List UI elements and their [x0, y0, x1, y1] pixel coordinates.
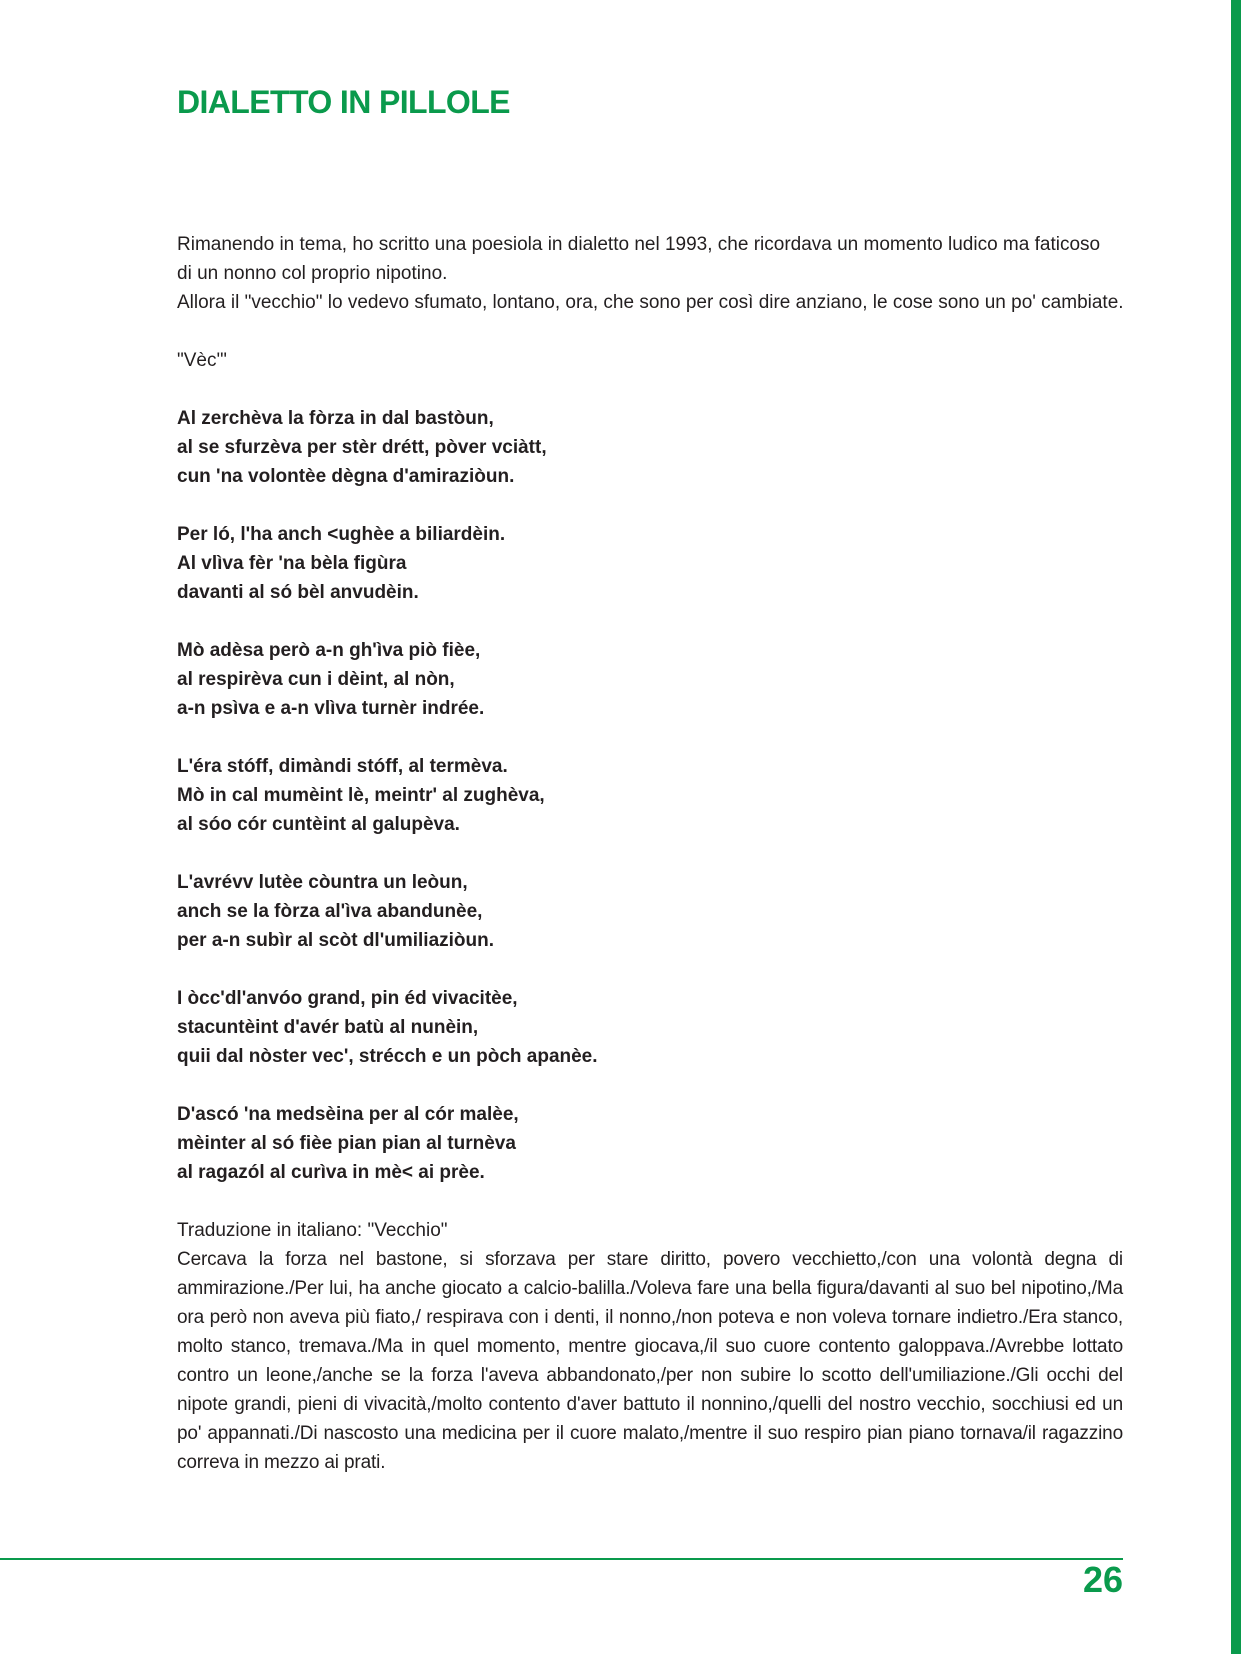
poem-line: Mò in cal mumèint lè, meintr' al zughèva,	[177, 785, 545, 806]
poem-line: quii dal nòster vec', strécch e un pòch apanèe.	[177, 1046, 598, 1067]
poem-line: D'ascó 'na medsèina per al cór malèe,	[177, 1104, 519, 1125]
poem	[177, 404, 1123, 1187]
poem-stanza	[177, 984, 1123, 1071]
poem-line: cun 'na volontèe dègna d'amiraziòun.	[177, 466, 515, 487]
page-number: 26	[1082, 1559, 1123, 1600]
intro-paragraph	[177, 230, 1123, 317]
intro-line: Allora il "vecchio" lo vedevo sfumato, lontano, ora, che sono per così dire anziano, le cose sono un po' cambiate.	[177, 292, 1124, 313]
spacer	[177, 317, 1123, 346]
poem-line: stacuntèint d'avér batù al nunèin,	[177, 1017, 479, 1038]
poem-stanza	[177, 1100, 1123, 1187]
poem-line: L'éra stóff, dimàndi stóff, al termèva.	[177, 756, 508, 777]
poem-line: Per ló, l'ha anch <ughèe a biliardèin.	[177, 524, 506, 545]
translation-text: Cercava la forza nel bastone, si sforzava per stare diritto, povero vecchietto,/con una volontà degna di ammirazione./Per lui, ha anche giocato a calcio-balilla./Voleva fare una bella figura/davanti al suo bel nipotino,/Ma ora però non aveva più fiato,/ respirava con i denti, il nonno,/non poteva e non voleva tornare indietro./Era stanco, molto stanco, tremava./Ma in quel momento, mentre giocava,/il suo cuore contento galoppava./Avrebbe lottato contro un leone,/anche se la forza l'aveva abbandonato,/per non subire lo scotto dell'umiliazione./Gli occhi del nipote grandi, pieni di vivacità,/molto contento d'aver battuto il nonnino,/quelli del nostro vecchio, socchiusi ed un po' appannati./Di nascosto una medicina per il cuore malato,/mentre il suo respiro pian piano tornava/il ragazzino correva in mezzo ai prati.	[177, 1249, 1123, 1473]
poem-line: davanti al só bèl anvudèin.	[177, 582, 419, 603]
poem-stanza	[177, 868, 1123, 955]
poem-line: Al zerchèva la fòrza in dal bastòun,	[177, 408, 494, 429]
poem-line: Al vlìva fèr 'na bèla figùra	[177, 553, 407, 574]
poem-line: al sóo cór cuntèint al galupèva.	[177, 814, 460, 835]
poem-line: anch se la fòrza al'ìva abandunèe,	[177, 901, 483, 922]
poem-line: al ragazól al curìva in mè< ai prèe.	[177, 1162, 485, 1183]
intro-line: di un nonno col proprio nipotino.	[177, 263, 448, 284]
poem-stanza	[177, 404, 1123, 491]
translation-title: Traduzione in italiano: "Vecchio"	[177, 1220, 448, 1241]
poem-line: I òcc'dl'anvóo grand, pin éd vivacitèe,	[177, 988, 518, 1009]
poem-stanza	[177, 752, 1123, 839]
poem-line: mèinter al só fièe pian pian al turnèva	[177, 1133, 516, 1154]
poem-line: al respirèva cun i dèint, al nòn,	[177, 669, 455, 690]
side-accent-bar	[1231, 0, 1241, 1654]
spacer	[177, 375, 1123, 404]
poem-stanza	[177, 636, 1123, 723]
footer-rule	[0, 1558, 1123, 1560]
poem-title: "Vèc'"	[177, 350, 227, 371]
poem-line: al se sfurzèva per stèr drétt, pòver vciàtt,	[177, 437, 547, 458]
poem-line: a-n psìva e a-n vlìva turnèr indrée.	[177, 698, 485, 719]
poem-line: L'avrévv lutèe còuntra un leòun,	[177, 872, 468, 893]
intro-line: Rimanendo in tema, ho scritto una poesiola in dialetto nel 1993, che ricordava un momento ludico ma faticoso	[177, 234, 1101, 255]
poem-stanza	[177, 520, 1123, 607]
article-content	[177, 230, 1123, 1477]
page-title: DIALETTO IN PILLOLE	[177, 84, 510, 120]
poem-line: Mò adèsa però a-n gh'ìva piò fièe,	[177, 640, 481, 661]
poem-line: per a-n subìr al scòt dl'umiliaziòun.	[177, 930, 495, 951]
